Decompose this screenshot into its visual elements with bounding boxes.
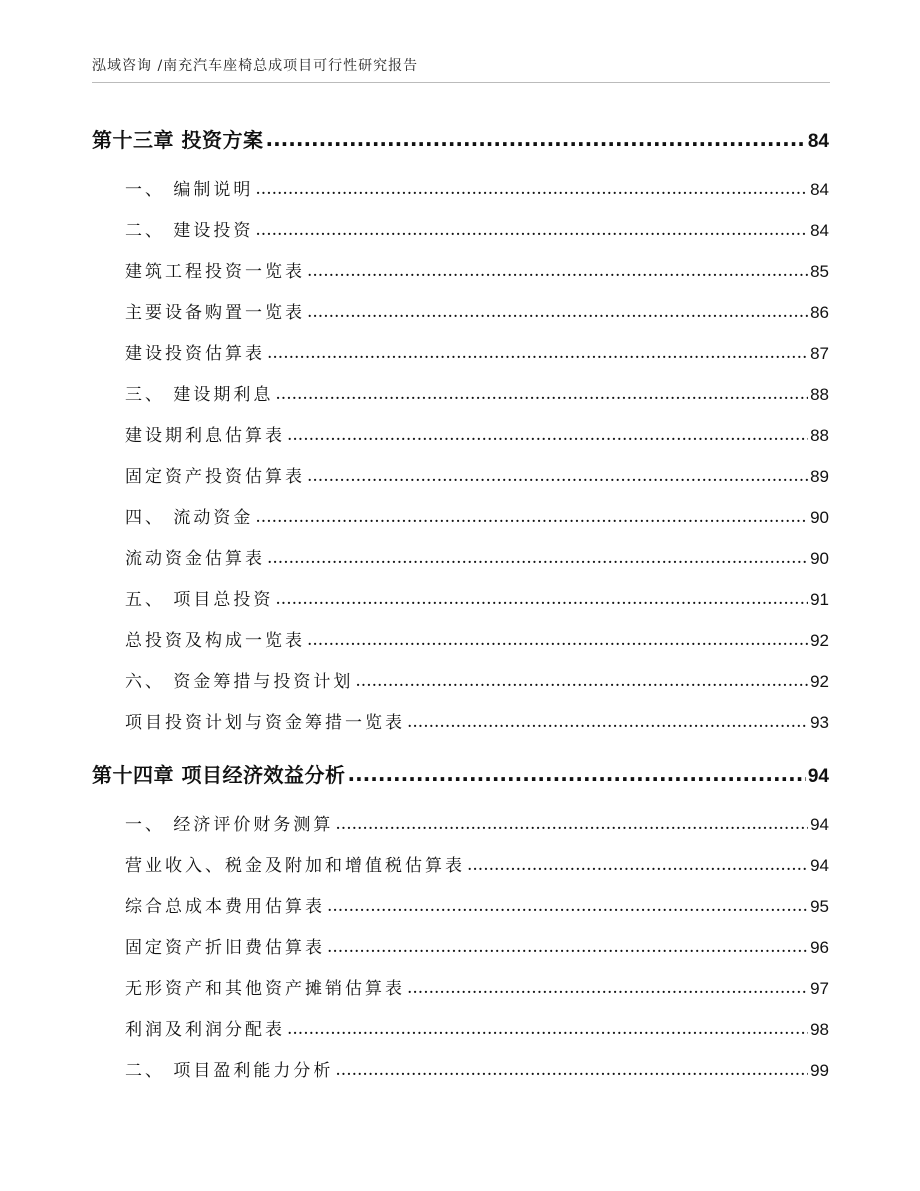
toc-page-number: 97 bbox=[810, 979, 829, 998]
toc-entry-title: 一、 编制说明 bbox=[125, 180, 254, 200]
toc-chapter-entry[interactable] bbox=[92, 759, 829, 788]
toc-entry-title: 主要设备购置一览表 bbox=[125, 303, 305, 323]
toc-dot-leader bbox=[287, 1019, 808, 1039]
toc-dot-leader bbox=[275, 589, 808, 609]
toc-entry-title: 二、 建设投资 bbox=[125, 221, 254, 241]
toc-entry-title: 三、 建设期利息 bbox=[125, 385, 274, 405]
toc-page-number: 92 bbox=[810, 672, 829, 691]
toc-dot-leader bbox=[467, 855, 808, 875]
toc-section-entry[interactable] bbox=[125, 708, 829, 733]
toc-page-number: 94 bbox=[807, 766, 829, 787]
toc-dot-leader bbox=[327, 896, 808, 916]
toc-section-entry[interactable] bbox=[125, 257, 829, 282]
toc-section-entry[interactable] bbox=[125, 1015, 829, 1040]
toc-entry-title: 项目投资计划与资金筹措一览表 bbox=[125, 713, 405, 733]
toc-entry-title: 综合总成本费用估算表 bbox=[125, 897, 325, 917]
toc-page-number: 95 bbox=[810, 897, 829, 916]
toc-entry-title: 四、 流动资金 bbox=[125, 508, 254, 528]
toc-section-entry[interactable] bbox=[125, 216, 829, 241]
toc-entry-title: 利润及利润分配表 bbox=[125, 1020, 285, 1040]
toc-entry-title: 固定资产折旧费估算表 bbox=[125, 938, 325, 958]
toc-page-number: 84 bbox=[810, 221, 829, 240]
toc-page-number: 94 bbox=[810, 815, 829, 834]
toc-dot-leader bbox=[407, 978, 808, 998]
toc-dot-leader bbox=[255, 179, 808, 199]
toc-page-number: 90 bbox=[810, 549, 829, 568]
toc-dot-leader bbox=[255, 507, 808, 527]
toc-dot-leader bbox=[255, 220, 808, 240]
toc-section-entry[interactable] bbox=[125, 380, 829, 405]
toc-section-entry[interactable] bbox=[125, 544, 829, 569]
toc-section-entry[interactable] bbox=[125, 462, 829, 487]
toc-section-entry[interactable] bbox=[125, 810, 829, 835]
toc-dot-leader bbox=[407, 712, 808, 732]
toc-entry-title: 建设期利息估算表 bbox=[125, 426, 285, 446]
toc-page-number: 93 bbox=[810, 713, 829, 732]
toc-page-number: 85 bbox=[810, 262, 829, 281]
toc-dot-leader bbox=[307, 630, 808, 650]
toc-page-number: 96 bbox=[810, 938, 829, 957]
toc-dot-leader bbox=[265, 127, 805, 151]
toc-page-number: 90 bbox=[810, 508, 829, 527]
toc-page-number: 92 bbox=[810, 631, 829, 650]
toc-page-number: 99 bbox=[810, 1061, 829, 1080]
toc-page-number: 89 bbox=[810, 467, 829, 486]
toc-section-entry[interactable] bbox=[125, 1056, 829, 1081]
toc-entry-title: 固定资产投资估算表 bbox=[125, 467, 305, 487]
toc-entry-title: 无形资产和其他资产摊销估算表 bbox=[125, 979, 405, 999]
running-header: 泓域咨询 /南充汽车座椅总成项目可行性研究报告 bbox=[92, 58, 419, 74]
toc-page-number: 88 bbox=[810, 426, 829, 445]
toc-entry-title: 一、 经济评价财务测算 bbox=[125, 815, 334, 835]
toc-dot-leader bbox=[275, 384, 808, 404]
toc-section-entry[interactable] bbox=[125, 175, 829, 200]
toc-page-number: 98 bbox=[810, 1020, 829, 1039]
toc-entry-title: 第十三章 投资方案 bbox=[92, 128, 264, 152]
toc-entry-title: 总投资及构成一览表 bbox=[125, 631, 305, 651]
toc-dot-leader bbox=[307, 261, 808, 281]
toc-entry-title: 流动资金估算表 bbox=[125, 549, 265, 569]
toc-page-number: 94 bbox=[810, 856, 829, 875]
toc-dot-leader bbox=[335, 814, 808, 834]
toc-section-entry[interactable] bbox=[125, 933, 829, 958]
toc-page-number: 86 bbox=[810, 303, 829, 322]
toc-page-number: 87 bbox=[810, 344, 829, 363]
toc-dot-leader bbox=[347, 762, 805, 786]
toc-page-number: 84 bbox=[807, 131, 829, 152]
toc-section-entry[interactable] bbox=[125, 892, 829, 917]
toc-dot-leader bbox=[267, 548, 808, 568]
toc-section-entry[interactable] bbox=[125, 503, 829, 528]
toc-dot-leader bbox=[327, 937, 808, 957]
toc-section-entry[interactable] bbox=[125, 585, 829, 610]
toc-entry-title: 六、 资金筹措与投资计划 bbox=[125, 672, 354, 692]
toc-dot-leader bbox=[307, 302, 808, 322]
toc-page-number: 91 bbox=[810, 590, 829, 609]
toc-entry-title: 建设投资估算表 bbox=[125, 344, 265, 364]
toc-dot-leader bbox=[335, 1060, 808, 1080]
toc-entry-title: 二、 项目盈利能力分析 bbox=[125, 1061, 334, 1081]
toc-section-entry[interactable] bbox=[125, 339, 829, 364]
toc-page-number: 84 bbox=[810, 180, 829, 199]
toc-section-entry[interactable] bbox=[125, 851, 829, 876]
toc-entry-title: 营业收入、税金及附加和增值税估算表 bbox=[125, 856, 465, 876]
toc-dot-leader bbox=[287, 425, 808, 445]
toc-dot-leader bbox=[355, 671, 808, 691]
toc-page-number: 88 bbox=[810, 385, 829, 404]
toc-section-entry[interactable] bbox=[125, 298, 829, 323]
toc-entry-title: 五、 项目总投资 bbox=[125, 590, 274, 610]
toc-section-entry[interactable] bbox=[125, 421, 829, 446]
toc-entry-title: 建筑工程投资一览表 bbox=[125, 262, 305, 282]
toc-dot-leader bbox=[307, 466, 808, 486]
toc-section-entry[interactable] bbox=[125, 626, 829, 651]
toc-entry-title: 第十四章 项目经济效益分析 bbox=[92, 763, 346, 787]
toc-chapter-entry[interactable] bbox=[92, 124, 829, 153]
toc-section-entry[interactable] bbox=[125, 667, 829, 692]
toc-dot-leader bbox=[267, 343, 808, 363]
toc-section-entry[interactable] bbox=[125, 974, 829, 999]
